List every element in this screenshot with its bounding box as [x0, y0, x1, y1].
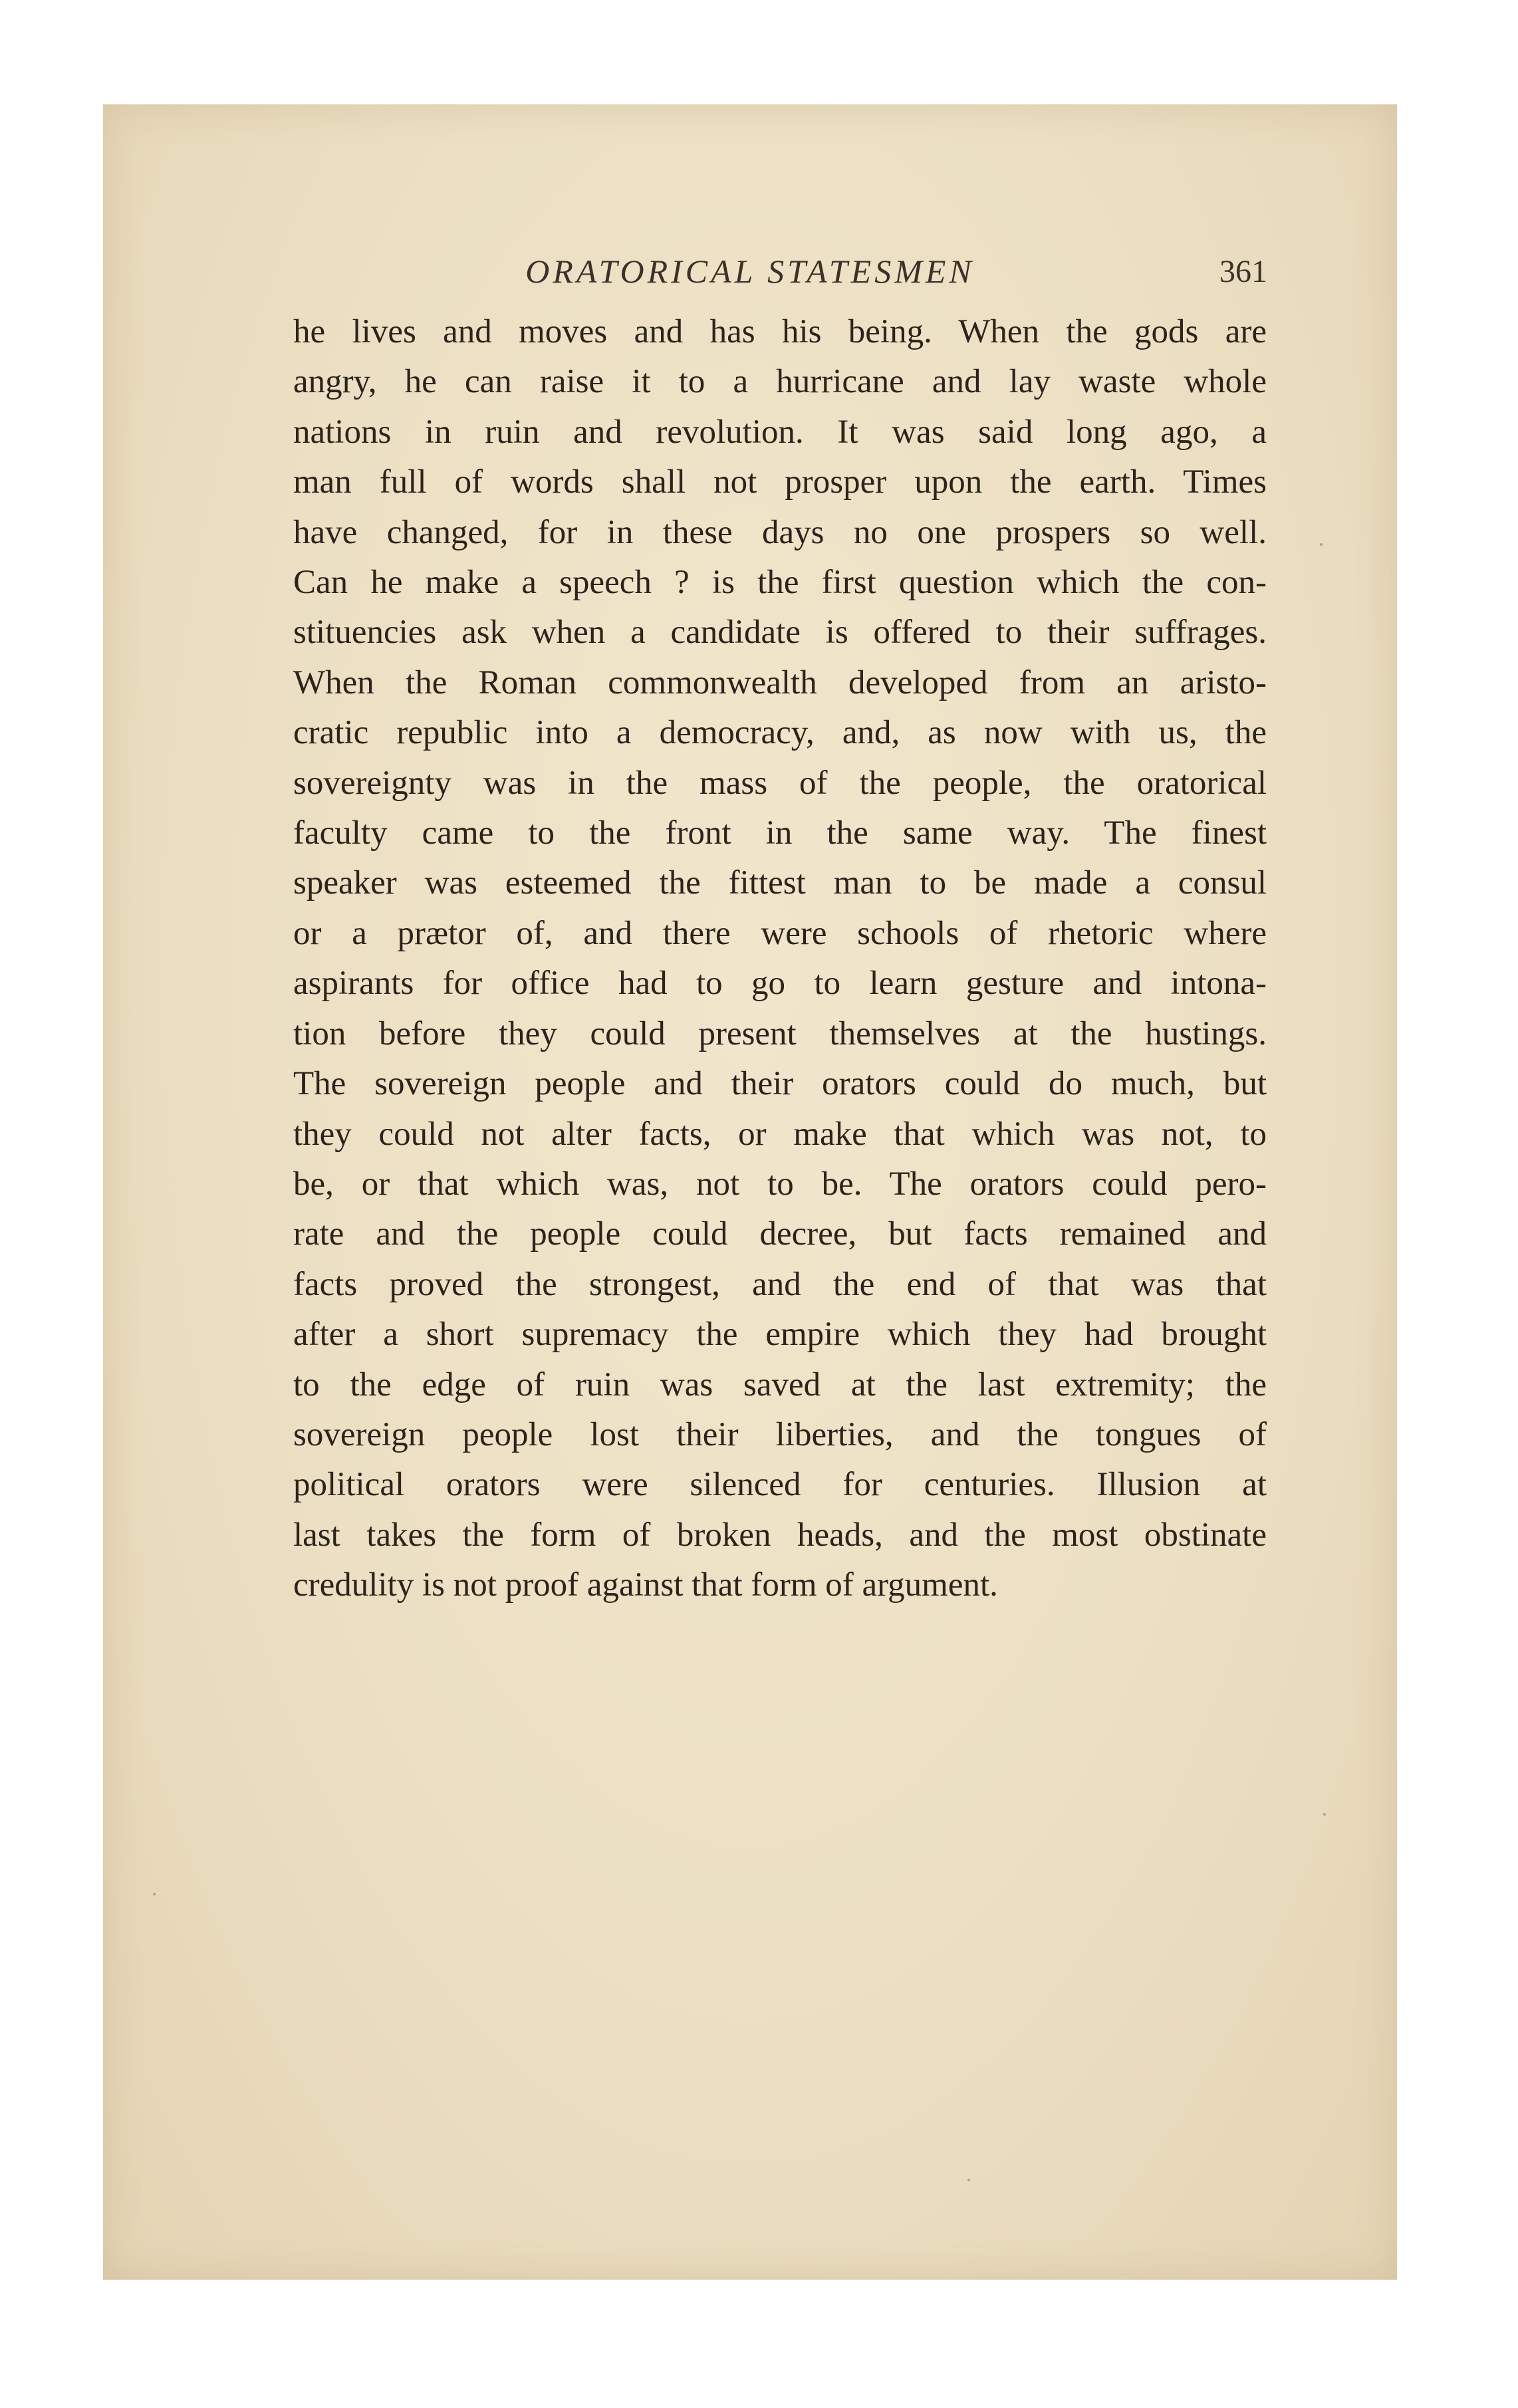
text-line: sovereignty was in the mass of the people, the oratorical: [293, 764, 1267, 802]
text-line: rate and the people could decree, but facts remained and: [293, 1215, 1267, 1253]
paper-speck: [153, 1893, 156, 1895]
paper-speck: [967, 2179, 970, 2181]
text-line: be, or that which was, not to be. The orators could pero-: [293, 1165, 1267, 1203]
text-line: Can he make a speech ? is the first question which the con-: [293, 564, 1267, 602]
text-line: man full of words shall not prosper upon the earth. Times: [293, 463, 1267, 501]
text-line: faculty came to the front in the same way. The finest: [293, 814, 1267, 852]
text-line: or a prætor of, and there were schools of rhetoric where: [293, 914, 1267, 952]
text-line: facts proved the strongest, and the end of that was that: [293, 1265, 1267, 1303]
body-paragraph: [293, 307, 1267, 1611]
text-line: angry, he can raise it to a hurricane and lay waste whole: [293, 363, 1267, 401]
scanned-page: [103, 104, 1397, 2280]
text-line: nations in ruin and revolution. It was said long ago, a: [293, 413, 1267, 451]
paper-speck: [1320, 543, 1323, 546]
text-line: credulity is not proof against that form of argument.: [293, 1566, 998, 1604]
text-line: to the edge of ruin was saved at the last extremity; the: [293, 1366, 1267, 1403]
text-line: tion before they could present themselves at the hustings.: [293, 1015, 1267, 1052]
text-line: they could not alter facts, or make that which was not, to: [293, 1115, 1267, 1153]
text-line: stituencies ask when a candidate is offered to their suffrages.: [293, 614, 1267, 652]
text-line: he lives and moves and has his being. When the gods are: [293, 313, 1267, 350]
text-line: last takes the form of broken heads, and the most obstinate: [293, 1516, 1267, 1554]
running-title: ORATORICAL STATESMEN: [525, 253, 975, 290]
text-line: The sovereign people and their orators could do much, but: [293, 1065, 1267, 1103]
page-number: 361: [1219, 254, 1267, 289]
text-line: after a short supremacy the empire which they had brought: [293, 1316, 1267, 1354]
text-line: sovereign people lost their liberties, and the tongues of: [293, 1415, 1267, 1453]
text-line: speaker was esteemed the fittest man to be made a consul: [293, 864, 1267, 902]
paper-speck: [1323, 1813, 1326, 1816]
text-line: When the Roman commonwealth developed from an aristo-: [293, 663, 1267, 701]
text-line: aspirants for office had to go to learn gesture and intona-: [293, 965, 1267, 1003]
text-line: have changed, for in these days no one prospers so well.: [293, 513, 1267, 551]
text-line: political orators were silenced for centuries. Illusion at: [293, 1466, 1267, 1504]
text-line: cratic republic into a democracy, and, as now with us, the: [293, 714, 1267, 752]
page-header: [103, 252, 1397, 305]
